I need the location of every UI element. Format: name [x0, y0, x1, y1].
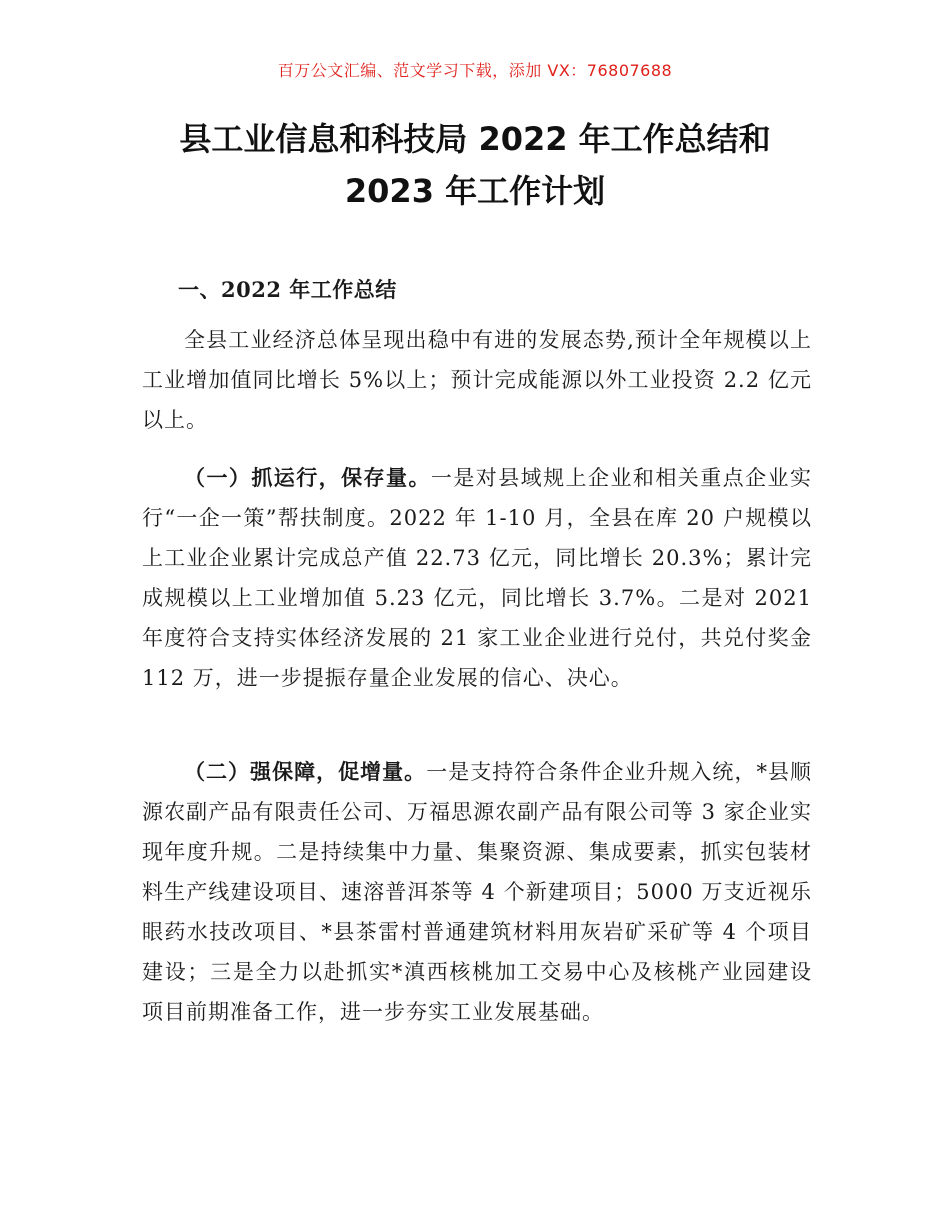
item-1-lead: （一）抓运行，保存量。	[184, 465, 431, 490]
item-1-body: 一是对县域规上企业和相关重点企业实行“一企一策”帮扶制度。2022 年 1-10 月，全县在库 20 户规模以上工业企业累计完成总产值 22.73 亿元，同比增长 20.3%；累计完成规模以上工业增加值 5.23 亿元，同比增长 3.7%。二是对 2021 年度符合支持实体经济发展的 21 家工业企业进行兑付，共兑付奖金 112 万，进一步提振存量企业发展的信心、决心。	[142, 466, 813, 690]
item-2-body: 一是支持符合条件企业升规入统，*县顺源农副产品有限责任公司、万福思源农副产品有限公司等 3 家企业实现年度升规。二是持续集中力量、集聚资源、集成要素，抓实包装材料生产线建设项目、速溶普洱茶等 4 个新建项目；5000 万支近视乐眼药水技改项目、*县茶雷村普通建筑材料用灰岩矿采矿等 4 个项目建设；三是全力以赴抓实*滇西核桃加工交易中心及核桃产业园建设项目前期准备工作，进一步夯实工业发展基础。	[142, 760, 813, 1024]
paragraph-item-2	[142, 752, 812, 1032]
item-2-lead: （二）强保障，促增量。	[184, 759, 427, 784]
title-line-2: 2023 年工作计划	[344, 172, 606, 210]
header-watermark-note: 百万公文汇编、范文学习下载，添加 VX：76807688	[277, 61, 673, 80]
intro-paragraph: 全县工业经济总体呈现出稳中有进的发展态势,预计全年规模以上工业增加值同比增长 5%以上；预计完成能源以外工业投资 2.2 亿元以上。	[142, 328, 812, 432]
title-line-1: 县工业信息和科技局 2022 年工作总结和	[179, 120, 771, 158]
document-title	[80, 113, 870, 217]
paragraph-item-1	[142, 458, 812, 698]
section-heading: 一、2022 年工作总结	[178, 277, 397, 302]
